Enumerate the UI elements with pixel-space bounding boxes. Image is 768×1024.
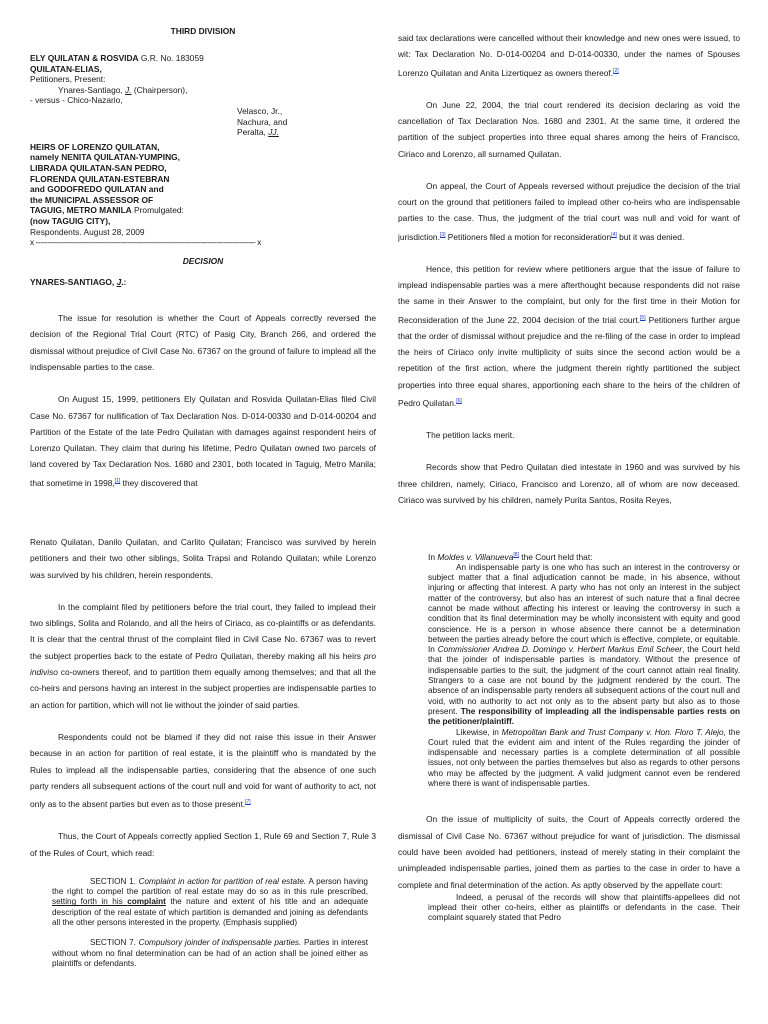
block-quote: SECTION 1. Complaint in action for partition of real estate. A person having the right to compel the partition of real estate may do so as in this rule prescribed, setting forth in his complaint the nature and extent of his title and an adequate description of the real estate of which partition is demanded and joining as defendants all the other persons interested in the property. (Emphasis supplied) (52, 876, 368, 928)
page1-right-column (398, 30, 740, 508)
respondent-line-6: the MUNICIPAL ASSESSOR OF (30, 194, 154, 205)
footnote-link[interactable]: [8] (513, 552, 519, 558)
page2-left-column (30, 534, 376, 979)
respondent-line-2: namely NENITA QUILATAN-YUMPING, (30, 152, 180, 163)
block-quote: An indispensable party is one who has such an interest in the controversy or subject matter that a final adjudication cannot be made, in his absence, without injuring or affecting that interest. A party who has not only an interest in the subject matter of the controversy, but also has an interest of such nature that a final decree cannot be made without affecting his interest or leaving the controversy in such a condition that its final determination may be wholly inconsistent with equity and good conscience. He is a person in whose absence there cannot be a determination between the parties already before the court which is effective, complete, or equitable. In Commissioner Andrea D. Domingo v. Herbert Markus Emil Scheer, the Court held that the joinder of indispensable parties is mandatory. Without the presence of indispensable parties to the suit, the judgment of the court cannot attain real finality. Strangers to a case are not bound by the judgment rendered by the court. The absence of an indispensable party renders all subsequent actions of the court null and void, with no authority to act not only as to the absent party but also as to those present. The responsibility of impleading all the indispensable parties rests on the petitioner/plaintiff. (428, 562, 740, 727)
footnote-link[interactable]: [5] (640, 314, 646, 321)
petitioner-names-2: QUILATAN-ELIAS, (30, 63, 102, 74)
petitioners-present: Petitioners, Present: (30, 74, 106, 85)
page1-left-column (30, 26, 376, 507)
ponente: YNARES-SANTIAGO, J.: (30, 277, 127, 288)
paragraph: On August 15, 1999, petitioners Ely Quilatan and Rosvida Quilatan-Elias filed Civil Case No. 67367 for nullification of Tax Declaration Nos. D-014-00330 and D-014-00204 and Partition of the Estate of the late Pedro Quilatan with damages against respondent heirs of Lorenzo Quilatan. They claim that during his lifetime, Pedro Quilatan owned two parcels of land covered by Tax Declaration Nos. 1680 and 2301, both located in Taguig, Metro Manila; that sometime in 1998,[1] they discovered that (30, 394, 376, 488)
respondent-line-7: TAGUIG, METRO MANILA Promulgated: (30, 205, 184, 216)
quote-intro: In Moldes v. Villanueva[8] the Court held that: (428, 551, 593, 562)
respondent-line-1: HEIRS OF LORENZO QUILATAN, (30, 141, 160, 152)
paragraph: Records show that Pedro Quilatan died intestate in 1960 and was survived by his three children, namely, Ciriaco, Francisco and Lorenzo, all of whom are now deceased. Ciriaco was survived by his children, namely Purita Santos, Rosita Reyes, (398, 462, 740, 506)
respondent-line-3: LIBRADA QUILATAN-SAN PEDRO, (30, 162, 167, 173)
page2-right-column (398, 550, 740, 924)
footnote-link[interactable]: [6] (456, 398, 462, 405)
footnote-link[interactable]: [3] (439, 231, 446, 238)
justice-line-2: Nachura, and (237, 116, 288, 127)
paragraph: The petition lacks merit. (426, 430, 515, 441)
block-quote: Likewise, in Metropolitan Bank and Trust Company v. Hon. Floro T. Alejo, the Court ruled that the evident aim and intent of the Rules regarding the joinder of indispensable and necessary parties is a complete determination of all possible issues, not only between the parties themselves but also as regards to other persons who may be affected by the judgment. A valid judgment cannot even be rendered where there is want of indispensable parties. (428, 727, 740, 789)
decision-title: DECISION (182, 256, 224, 267)
paragraph: In the complaint filed by petitioners before the trial court, they failed to implead their two siblings, Solita and Rolando, and all the heirs of Ciriaco, as co-plaintiffs or as defendants. It is clear that the central thrust of the complaint filed in Civil Case No. 67367 was to revert the subject properties back to the estate of Pedro Quilatan, thereby making all his heirs pro indiviso co-owners thereof, and to partition them equally among themselves; and that all the co-heirs and persons having an interest in the subject properties are indispensable parties to an action for partition, which will not lie without the joinder of said parties. (30, 601, 376, 710)
justice-line-1: Velasco, Jr., (237, 105, 283, 116)
paragraph: On the issue of multiplicity of suits, the Court of Appeals correctly ordered the dismissal of Civil Case No. 67367 without prejudice for want of jurisdiction. The dismissal could have been avoided had petitioners, instead of merely stating in their complaint the unimpleaded indispensable parties, joined them as parties to the case in order to have a complete and final determination of the action. As aptly observed by the appellate court: (398, 814, 740, 890)
petitioner-names: ELY QUILATAN & ROSVIDA (30, 53, 139, 63)
footnote-link[interactable]: [7] (245, 799, 251, 806)
case-caption (30, 53, 376, 248)
caption-separator: x ------------------------------------------------------------------------------------------------ x (30, 237, 261, 248)
paragraph: On appeal, the Court of Appeals reversed without prejudice the decision of the trial court on the ground that petitioners failed to implead other co-heirs who are indispensable parties to the case. Thus, the judgment of the trial court was null and void for want of jurisdiction.[3] Petitioners filed a motion for reconsideration[4] but it was denied. (398, 180, 740, 242)
document-page-2 (0, 512, 768, 1024)
footnote-link[interactable]: [1] (114, 477, 121, 484)
footnote-link[interactable]: [2] (613, 67, 619, 74)
paragraph: said tax declarations were cancelled without their knowledge and new ones were issued, to wit: Tax Declaration No. D-014-00204 and D-014-00330, under the names of Spouses Lorenzo Quilatan and Anita Lizertiquez as owners thereof.[2] (398, 33, 740, 78)
justice-line-3: Peralta, JJ. (237, 127, 279, 138)
respondent-line-8: (now TAGUIG CITY), (30, 215, 111, 226)
respondent-line-4: FLORENDA QUILATAN-ESTEBRAN (30, 173, 170, 184)
division-heading: THIRD DIVISION (170, 26, 236, 36)
block-quote: SECTION 7. Compulsory joinder of indispensable parties. Parties in interest without whom no final determination can be had of an action shall be joined either as plaintiffs or defendants. (52, 938, 369, 968)
gr-number: G.R. No. 183059 (138, 53, 204, 63)
paragraph: Hence, this petition for review where petitioners argue that the issue of failure to implead indispensable parties was a mere afterthought because respondents did not raise the same in their Answer to the complaint, but only for the first time in their Motion for Reconsideration of the June 22, 2004 decision of the trial court.[5] Petitioners further argue that the order of dismissal without prejudice and the re-filing of the case in order to implead the heirs of Ciriaco only invite multiplicity of suits since the second action would be a repetition of the first action, where the judgment therein rightly partitioned the subject properties into three equal shares, apportioning each share to the heirs of the children of Pedro Quilatan.[6] (398, 263, 740, 408)
block-quote: Indeed, a perusal of the records will show that plaintiffs-appellees did not implead their other co-heirs, either as plaintiffs or defendants in the case. Their complaint squarely stated that Pedro (428, 892, 740, 923)
versus-line: - versus - Chico-Nazario, (30, 95, 123, 106)
respondent-line-5: and GODOFREDO QUILATAN and (30, 184, 164, 195)
paragraph: The issue for resolution is whether the Court of Appeals correctly reversed the decision of the Regional Trial Court (RTC) of Pasig City, Branch 266, and ordered the dismissal without prejudice of Civil Case No. 67367 on the ground of failure to implead all the indispensable parties to the case. (30, 313, 376, 372)
respondents-promulgated: Respondents. August 28, 2009 (30, 226, 145, 237)
chairperson-line: Ynares-Santiago, J. (Chairperson), (58, 84, 188, 95)
paragraph: Respondents could not be blamed if they did not raise this issue in their Answer because in an action for partition of real estate, it is the plaintiff who is mandated by the Rules to implead all the indispensable parties, considering that the absence of one such party renders all subsequent actions of the court null and void for want of authority to act, not only as to the absent parties but even as to those present.[7] (30, 731, 376, 809)
paragraph: Renato Quilatan, Danilo Quilatan, and Carlito Quilatan; Francisco was survived by herein petitioners and their two other siblings, Solita Trapsi and Rolando Quilatan; while Lorenzo was survived by his children, herein respondents. (30, 537, 376, 580)
paragraph: On June 22, 2004, the trial court rendered its decision declaring as void the cancellation of Tax Declaration Nos. 1680 and 2301. At the same time, it ordered the partition of the subject properties into three equal shares among the heirs of Francisco, Ciriaco and Lorenzo, all surnamed Quilatan. (398, 99, 740, 159)
paragraph: Thus, the Court of Appeals correctly applied Section 1, Rule 69 and Section 7, Rule 3 of the Rules of Court, which read: (30, 831, 376, 858)
footnote-link[interactable]: [4] (611, 231, 617, 238)
